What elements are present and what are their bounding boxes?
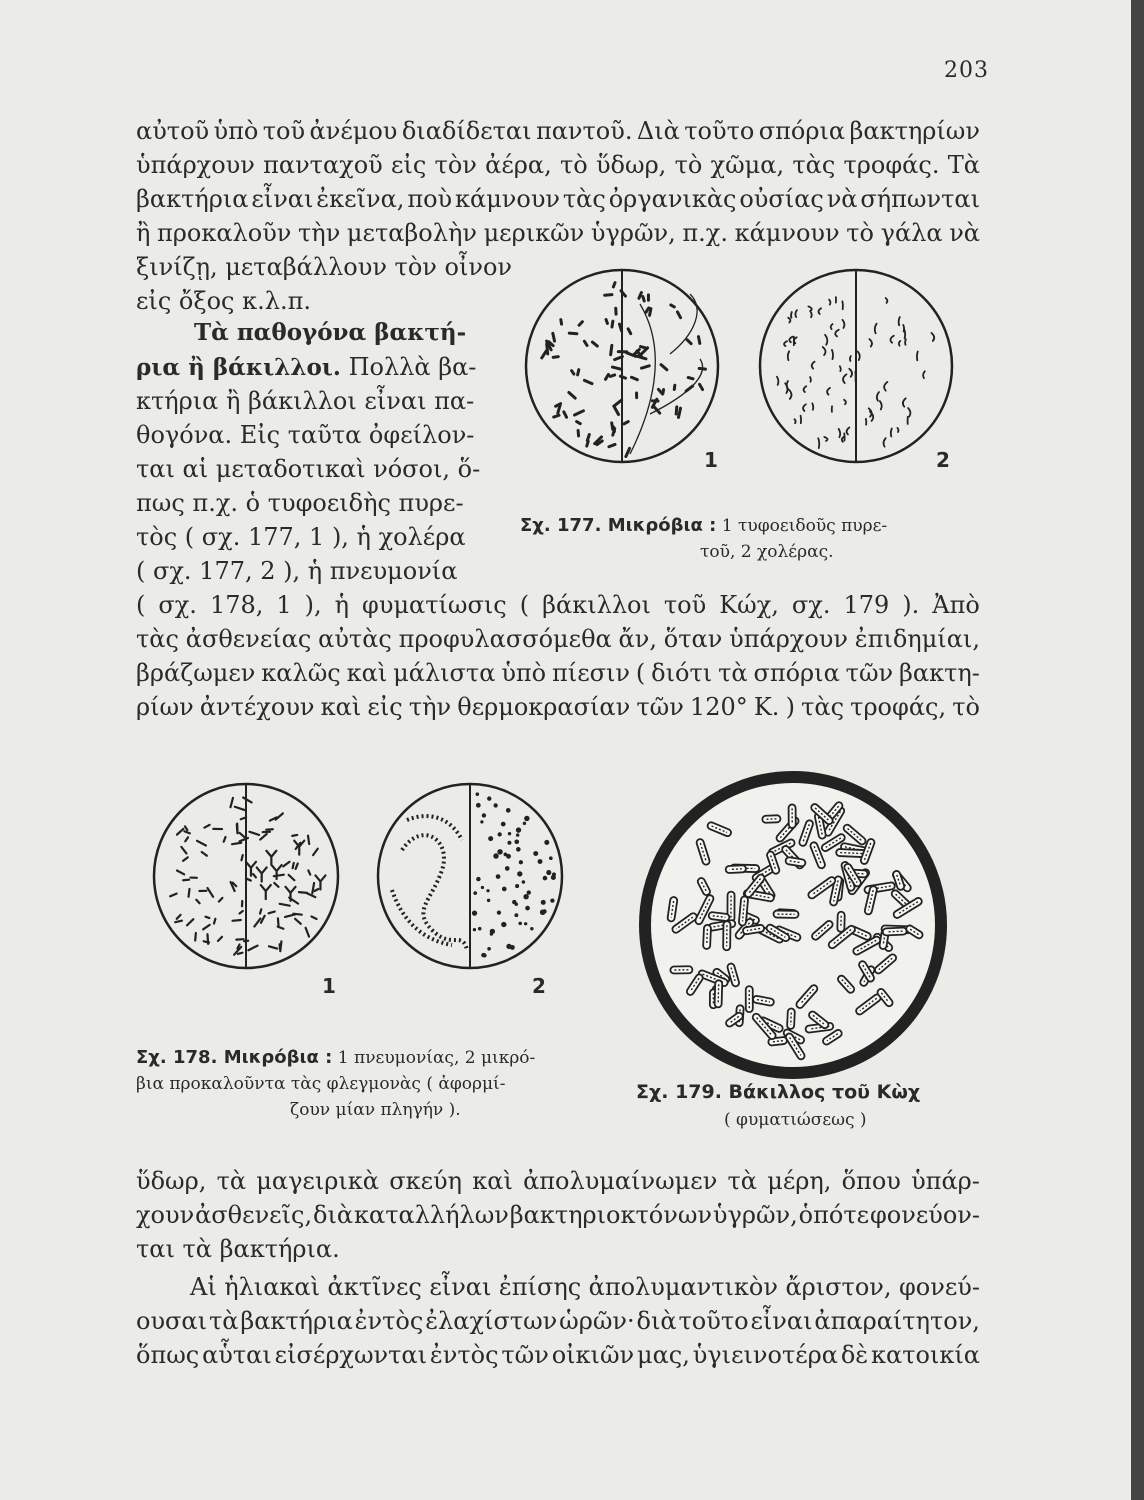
text-line: ται αἱ μεταδοτικαὶ νόσοι, ὅ- — [136, 455, 481, 483]
text-line: Αἱ ἡλιακαὶ ἀκτῖνες εἶναι ἐπίσης ἀπολυμαντικὸν ἄριστον, φονεύ- — [190, 1273, 980, 1301]
figure-178-caption-text: 1 πνευμονίας, 2 μικρό- — [337, 1048, 536, 1068]
text-line: βακτήρια εἶναι ἐκεῖνα, ποὺ κάμνουν τὰς ὀργανικὰς οὐσίας νὰ σήπωνται — [136, 185, 980, 213]
text-line: θογόνα. Εἰς ταῦτα ὀφείλον- — [136, 421, 475, 449]
figure-179-caption-text: ( φυματιώσεως ) — [724, 1110, 867, 1130]
text-line: ὕδωρ, τὰ μαγειρικὰ σκεύη καὶ ἀπολυμαίνωμεν τὰ μέρη, ὅπου ὑπάρ- — [136, 1167, 980, 1195]
figure-178-illustration — [152, 780, 592, 980]
typhoid-microbes-circle — [526, 270, 718, 462]
text-line: ουσαι τὰ βακτήρια ἐντὸς ἐλαχίστων ὡρῶν· διὰ τοῦτο εἶναι ἀπαραίτητον, — [136, 1307, 980, 1335]
section-heading: ρια ἢ βάκιλλοι. — [136, 354, 341, 381]
koch-bacillus-circle — [645, 777, 941, 1073]
text-line: ρίων ἀντέχουν καὶ εἰς τὴν θερμοκρασίαν τῶν 120° Κ. ) τὰς τροφάς, τὸ — [136, 693, 980, 721]
book-edge — [1131, 0, 1144, 1500]
text-line: εἰς ὄξος κ.λ.π. — [136, 287, 311, 315]
cholera-microbes-circle — [760, 270, 952, 462]
text-line: αὐτοῦ ὑπὸ τοῦ ἀνέμου διαδίδεται παντοῦ. Διὰ τοῦτο σπόρια βακτηρίων — [136, 117, 980, 145]
figure-178-label-2: 2 — [532, 974, 546, 998]
text-line: ( σχ. 177, 2 ), ἡ πνευμονία — [136, 557, 458, 585]
text-line: ( σχ. 178, 1 ), ἡ φυματίωσις ( βάκιλλοι τοῦ Κώχ, σχ. 179 ). Ἀπὸ — [136, 591, 980, 619]
figure-178-caption-text: βια προκαλοῦντα τὰς φλεγμονὰς ( ἀφορμί- — [136, 1074, 506, 1094]
figure-177-label-2: 2 — [936, 448, 950, 472]
figure-177-caption-text: 1 τυφοειδοῦς πυρε- — [721, 516, 888, 536]
section-heading: Τὰ παθογόνα βακτή- — [194, 319, 467, 346]
text-line: βράζωμεν καλῶς καὶ μάλιστα ὑπὸ πίεσιν ( διότι τὰ σπόρια τῶν βακτη- — [136, 659, 980, 687]
text-line: ἢ προκαλοῦν τὴν μεταβολὴν μερικῶν ὑγρῶν, π.χ. κάμνουν τὸ γάλα νὰ — [136, 219, 980, 247]
text-line: τὸς ( σχ. 177, 1 ), ἡ χολέρα — [136, 523, 466, 551]
figure-179-illustration — [632, 766, 954, 1084]
text-fragment: Πολλὰ βα- — [348, 353, 477, 381]
figure-178-caption-title: Σχ. 178. Μικρόβια : — [136, 1047, 333, 1068]
figure-177-illustration — [520, 264, 980, 474]
page-number: 203 — [944, 58, 989, 83]
text-line: κτήρια ἢ βάκιλλοι εἶναι πα- — [136, 387, 475, 415]
figure-178-label-1: 1 — [322, 974, 336, 998]
figure-179-caption-title: Σχ. 179. Βάκιλλος τοῦ Κὼχ — [636, 1081, 921, 1103]
text-line: ται τὰ βακτήρια. — [136, 1235, 340, 1263]
text-line: τὰς ἀσθενείας αὐτὰς προφυλασσόμεθα ἄν, ὅταν ὑπάρχουν ἐπιδημίαι, — [136, 625, 980, 653]
figure-177-caption-text: τοῦ, 2 χολέρας. — [700, 542, 834, 562]
text-line: χουν ἀσθενεῖς, διὰ καταλλήλων βακτηριοκτόνων ὑγρῶν, ὁπότε φονεύον- — [136, 1201, 980, 1229]
text-line: ὅπως αὗται εἰσέρχωνται ἐντὸς τῶν οἰκιῶν μας, ὑγιεινοτέρα δὲ κατοικία — [136, 1341, 980, 1369]
figure-178-caption-text: ζουν μίαν πληγήν ). — [290, 1100, 461, 1120]
figure-177-label-1: 1 — [704, 448, 718, 472]
text-line: ξινίζῃ, μεταβάλλουν τὸν οἶνον — [136, 253, 512, 281]
text-line: ὑπάρχουν πανταχοῦ εἰς τὸν ἀέρα, τὸ ὕδωρ, τὸ χῶμα, τὰς τροφάς. Τὰ — [136, 151, 980, 179]
pneumonia-microbes-circle — [154, 784, 338, 968]
inflammation-microbes-circle — [378, 784, 562, 968]
text-line: πως π.χ. ὁ τυφοειδὴς πυρε- — [136, 489, 464, 517]
figure-177-caption-title: Σχ. 177. Μικρόβια : — [520, 515, 717, 536]
